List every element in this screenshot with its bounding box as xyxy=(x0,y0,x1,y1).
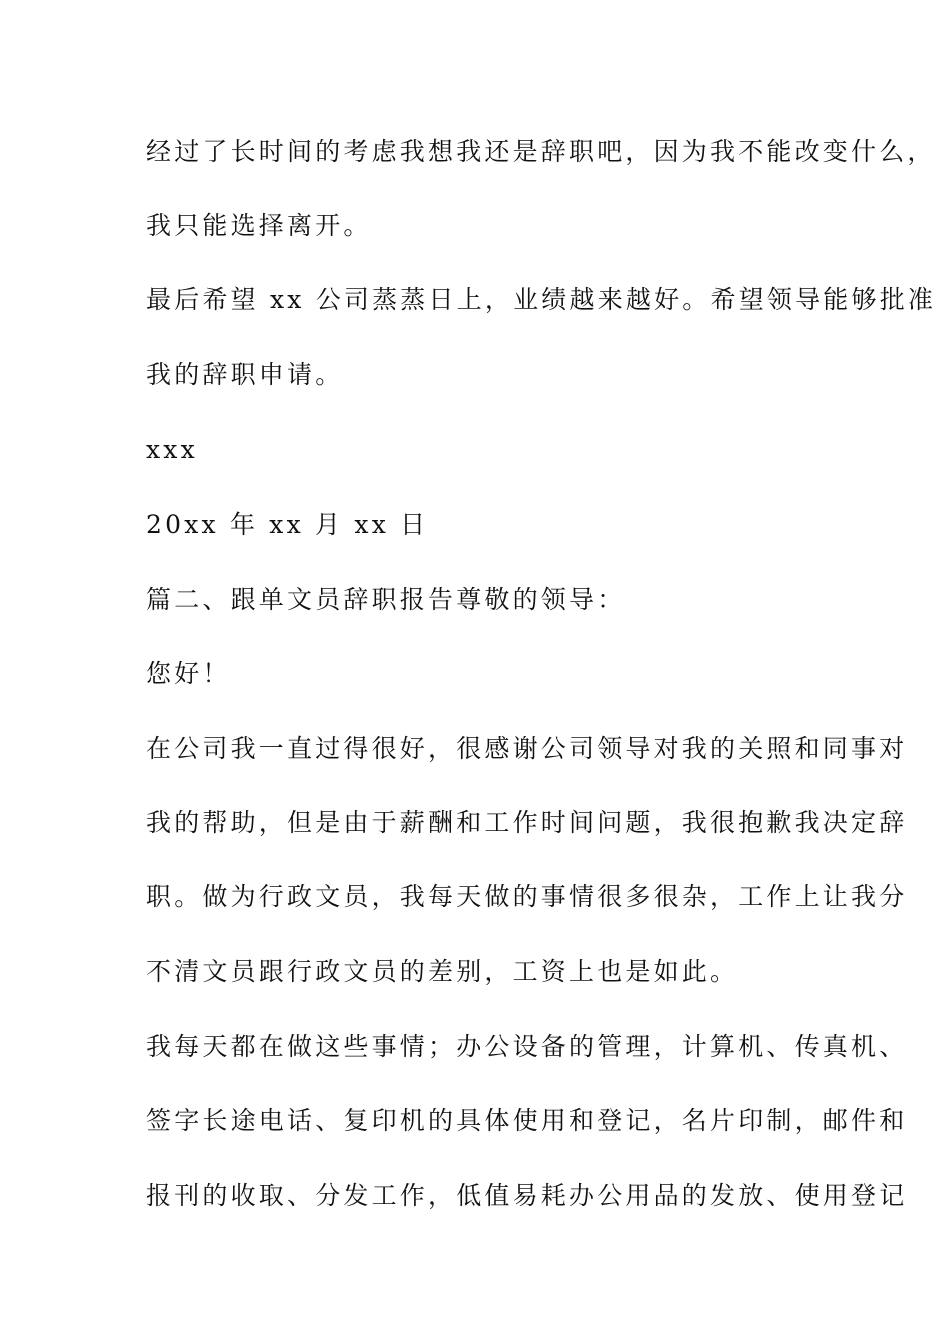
section-heading: 篇二、跟单文员辞职报告尊敬的领导： xyxy=(146,585,626,614)
text-line-15: 报刊的收取、分发工作，低值易耗办公用品的发放、使用登记 xyxy=(146,1181,908,1210)
text-line-14: 签字长途电话、复印机的具体使用和登记，名片印制，邮件和 xyxy=(146,1106,908,1135)
text-line-13: 我每天都在做这些事情；办公设备的管理，计算机、传真机、 xyxy=(146,1032,908,1061)
text-line-12: 不清文员跟行政文员的差别，工资上也是如此。 xyxy=(146,957,739,986)
greeting: 您好！ xyxy=(146,659,231,688)
text-line-1: 经过了长时间的考虑我想我还是辞职吧，因为我不能改变什么， xyxy=(146,137,936,166)
signature-name: xxx xyxy=(146,435,198,464)
text-line-11: 职。做为行政文员，我每天做的事情很多很杂，工作上让我分 xyxy=(146,882,908,911)
text-line-9: 在公司我一直过得很好，很感谢公司领导对我的关照和同事对 xyxy=(146,734,908,763)
text-line-10: 我的帮助，但是由于薪酬和工作时间问题，我很抱歉我决定辞 xyxy=(146,808,908,837)
signature-date: 20xx 年 xx 月 xx 日 xyxy=(146,510,429,539)
text-line-4: 我的辞职申请。 xyxy=(146,360,344,389)
text-line-2: 我只能选择离开。 xyxy=(146,211,372,240)
text-line-3: 最后希望 xx 公司蒸蒸日上，业绩越来越好。希望领导能够批准 xyxy=(146,285,937,314)
